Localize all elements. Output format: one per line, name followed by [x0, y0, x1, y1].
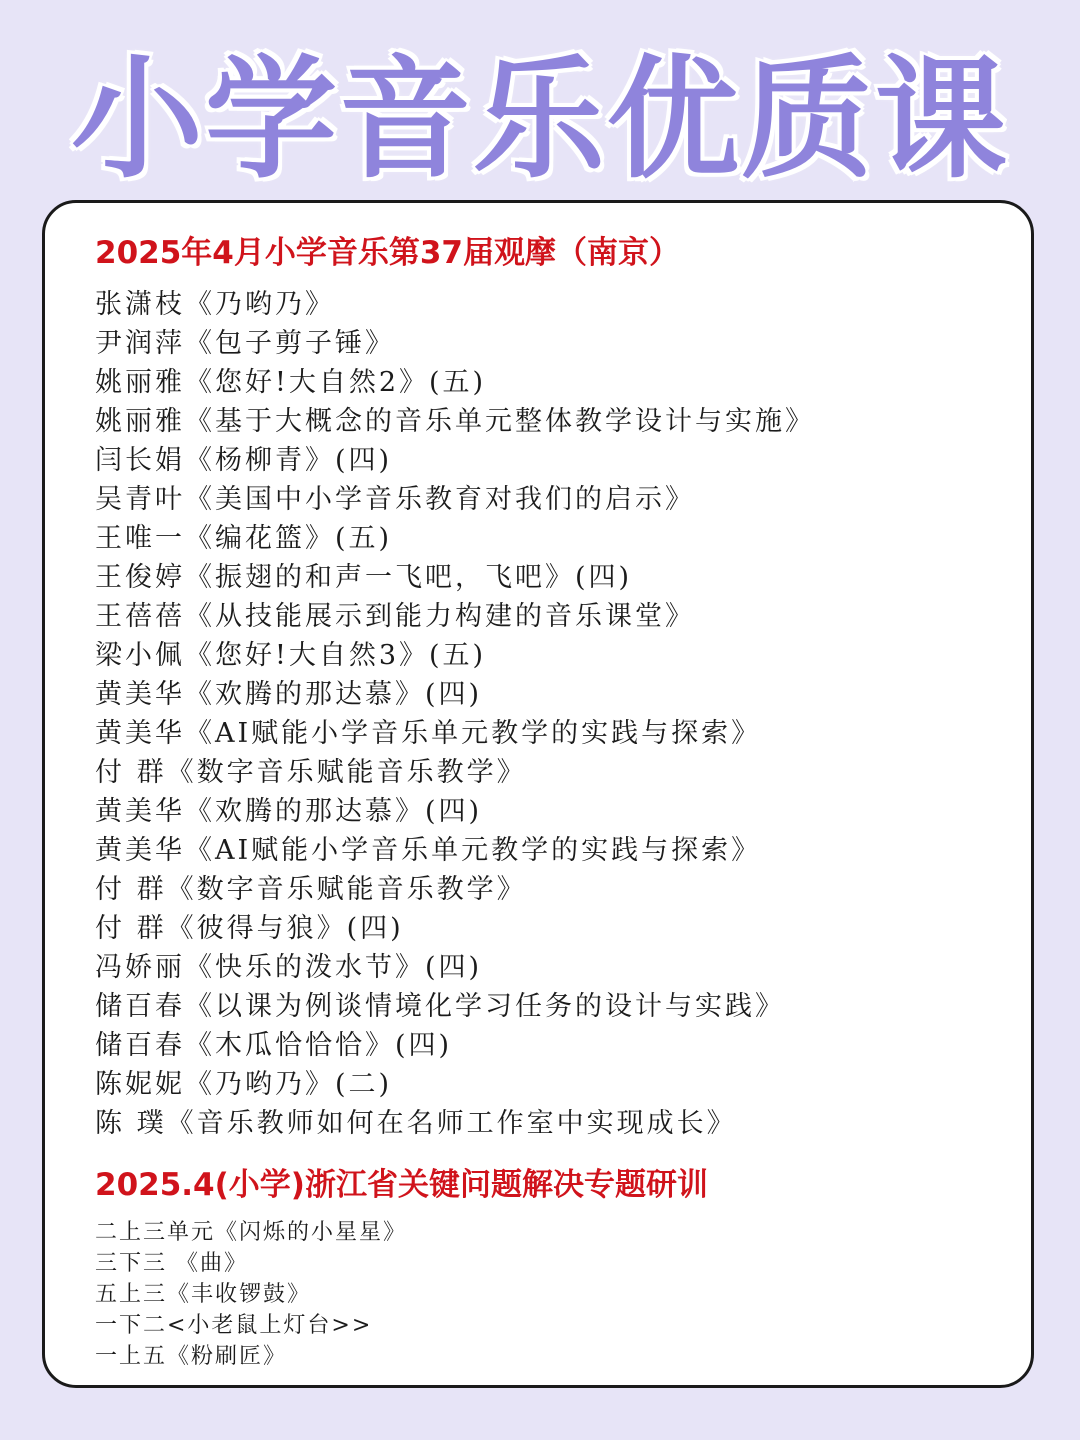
list-item: 姚丽雅《您好!大自然2》(五): [95, 367, 487, 398]
list-item: 付 群《彼得与狼》(四): [95, 913, 404, 944]
list-item: 付 群《数字音乐赋能音乐教学》: [95, 757, 527, 788]
list-item: 黄美华《AI赋能小学音乐单元教学的实践与探索》: [95, 835, 762, 866]
list-item: 梁小佩《您好!大自然3》(五): [95, 640, 487, 671]
list-item: 储百春《木瓜恰恰恰》(四): [95, 1030, 453, 1061]
list-item: 黄美华《AI赋能小学音乐单元教学的实践与探索》: [95, 718, 762, 749]
section-title-zhejiang: 2025.4(小学)浙江省关键问题解决专题研训: [95, 1167, 708, 1203]
list-item: 闫长娟《杨柳青》(四): [95, 445, 393, 476]
list-item: 三下三 《曲》: [95, 1251, 248, 1276]
list-item: 尹润萍《包子剪子锤》: [95, 328, 395, 359]
list-item: 付 群《数字音乐赋能音乐教学》: [95, 874, 527, 905]
list-item: 五上三《丰收锣鼓》: [95, 1282, 312, 1307]
list-item: 姚丽雅《基于大概念的音乐单元整体教学设计与实施》: [95, 406, 815, 437]
list-item: 一下二<小老鼠上灯台>>: [95, 1313, 373, 1338]
list-item: 吴青叶《美国中小学音乐教育对我们的启示》: [95, 484, 695, 515]
banner: [0, 40, 1080, 200]
lesson-list-zhejiang: [95, 1217, 407, 1372]
list-item: 一上五《粉刷匠》: [95, 1344, 288, 1369]
list-item: 王俊婷《振翅的和声一飞吧，飞吧》(四): [95, 562, 633, 593]
list-item: 陈妮妮《乃哟乃》(二): [95, 1069, 393, 1100]
list-item: 陈 璞《音乐教师如何在名师工作室中实现成长》: [95, 1108, 737, 1139]
banner-title: 小学音乐优质课: [71, 43, 1009, 197]
list-item: 黄美华《欢腾的那达慕》(四): [95, 796, 483, 827]
content-card: [42, 200, 1034, 1388]
list-item: 王唯一《编花篮》(五): [95, 523, 393, 554]
section-title-nanjing: 2025年4月小学音乐第37届观摩（南京）: [95, 235, 680, 271]
list-item: 王蓓蓓《从技能展示到能力构建的音乐课堂》: [95, 601, 695, 632]
list-item: 冯娇丽《快乐的泼水节》(四): [95, 952, 483, 983]
lesson-list-nanjing: [95, 285, 815, 1143]
list-item: 储百春《以课为例谈情境化学习任务的设计与实践》: [95, 991, 785, 1022]
list-item: 二上三单元《闪烁的小星星》: [95, 1220, 408, 1245]
list-item: 张潇枝《乃哟乃》: [95, 289, 335, 320]
list-item: 黄美华《欢腾的那达慕》(四): [95, 679, 483, 710]
